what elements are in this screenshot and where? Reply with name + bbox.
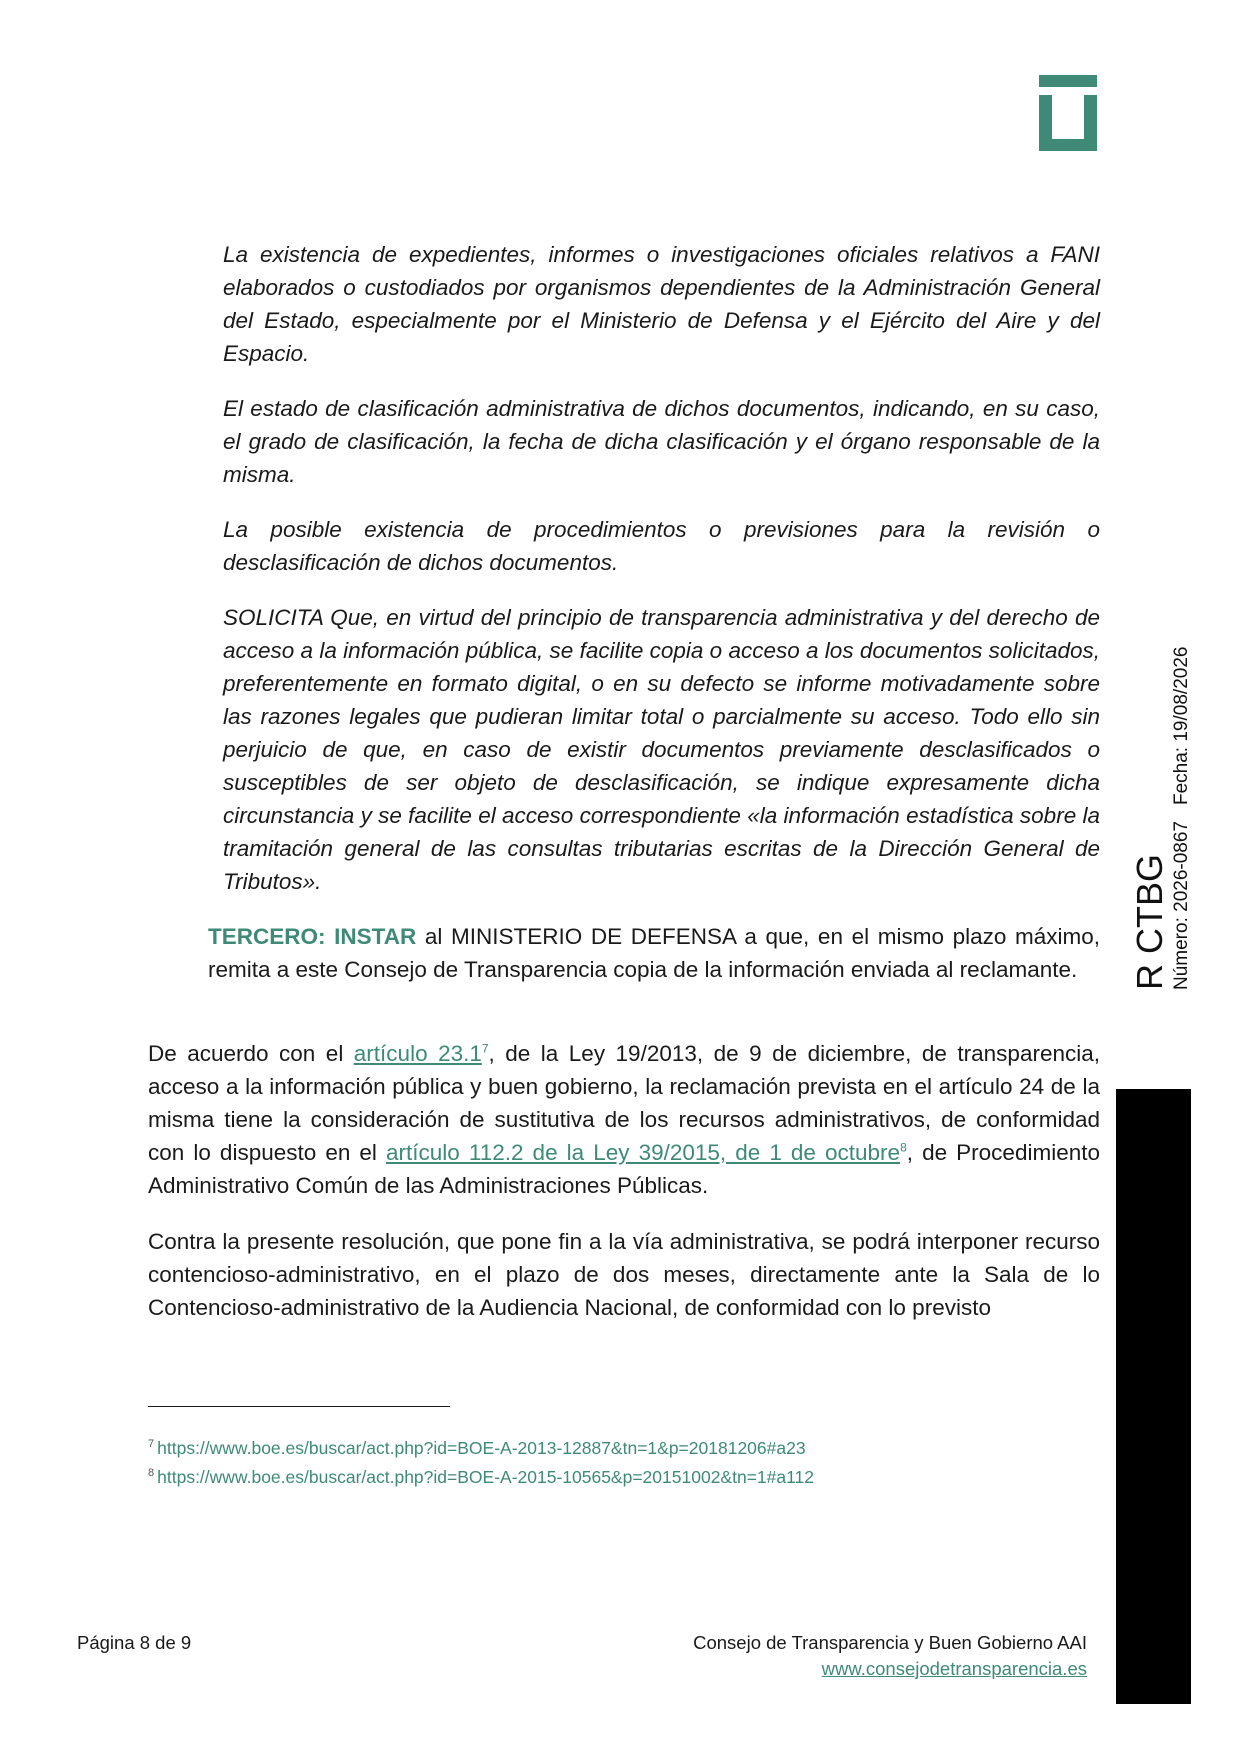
stamp-title: R CTBG xyxy=(1129,853,1170,990)
quote-paragraph-solicita: SOLICITA Que, en virtud del principio de transparencia administrativa y del derecho de acceso a la información pública, se facilite copia o acceso a los documentos solicitados, preferentemente en formato digital, o en su defecto se informe motivadamente sobre las razones legales que pudieran limitar total o parcialmente su acceso. Todo ello sin perjuicio de que, en caso de existir documentos previamente desclasificados o susceptibles de ser objeto de desclasificación, se indique expresamente dicha circunstancia y se facilite el acceso correspondiente «la información estadística sobre la tramitación general de las consultas tributarias escritas de la Dirección General de Tributos». xyxy=(223,605,1100,894)
footer-org-block xyxy=(600,1630,1087,1682)
footer-website-link[interactable]: www.consejodetransparencia.es xyxy=(821,1658,1087,1679)
quote-paragraph-clasificacion: El estado de clasificación administrativa de dichos documentos, indicando, en su caso, el grado de clasificación, la fecha de dicha clasificación y el órgano responsable de la misma. xyxy=(223,396,1100,487)
registry-stamp xyxy=(1129,646,1192,990)
footnote-url[interactable]: https://www.boe.es/buscar/act.php?id=BOE-A-2013-12887&tn=1&p=20181206#a23 xyxy=(157,1437,806,1458)
footnote-ref-8[interactable]: 8 xyxy=(900,1140,907,1155)
tercero-label: TERCERO xyxy=(208,924,319,949)
tercero-text: al MINISTERIO DE DEFENSA a que, en el mismo plazo máximo, remita a este Consejo de Transparencia copia de la información enviada al reclamante. xyxy=(208,924,1100,982)
stamp-meta xyxy=(1171,647,1193,990)
stamp-fecha: Fecha: 19/08/2026 xyxy=(1171,646,1192,805)
footnote-8 xyxy=(148,1461,814,1489)
footnote-number: 7 xyxy=(148,1438,155,1450)
articulo-112-2-link[interactable]: artículo 112.2 de la Ley 39/2015, de 1 de octubre xyxy=(386,1140,901,1165)
page-number: Página 8 de 9 xyxy=(77,1632,192,1653)
articulo-23-1-link[interactable]: artículo 23.1 xyxy=(353,1041,482,1066)
tercero-paragraph xyxy=(208,920,1100,986)
acuerdo-text-pre: De acuerdo con el xyxy=(148,1041,354,1066)
quote-paragraph-desclasificacion: La posible existencia de procedimientos o previsiones para la revisión o desclasificación de dichos documentos. xyxy=(223,517,1100,575)
ctbg-logo-icon xyxy=(1039,75,1097,151)
acuerdo-text-mid: , de la Ley 19/2013, de 9 de diciembre, de transparencia, acceso a la información pública y buen gobierno, la reclamación prevista en el artículo 24 de la misma tiene la consideración de sustitutiva de los recursos administrativos, de conformidad con lo dispuesto en el xyxy=(148,1041,1100,1165)
acuerdo-paragraph xyxy=(148,1037,1100,1202)
footnote-number: 8 xyxy=(148,1467,155,1479)
acuerdo-text-post: , de Procedimiento Administrativo Común de las Administraciones Públicas. xyxy=(148,1140,1100,1198)
footnote-divider xyxy=(148,1406,450,1407)
footnote-url[interactable]: https://www.boe.es/buscar/act.php?id=BOE-A-2015-10565&p=20151002&tn=1#a112 xyxy=(157,1466,815,1487)
stamp-numero: Número: 2026-0867 xyxy=(1171,821,1192,990)
quote-paragraph-fani: La existencia de expedientes, informes o investigaciones oficiales relativos a FANI elaborados o custodiados por organismos dependientes de la Administración General del Estado, especialmente por el Ministerio de Defensa y el Ejército del Aire y del Espacio. xyxy=(223,242,1100,366)
footnote-7 xyxy=(148,1432,806,1460)
redaction-bar xyxy=(1116,1089,1191,1704)
contra-paragraph: Contra la presente resolución, que pone fin a la vía administrativa, se podrá interponer recurso contencioso-administrativo, en el plazo de dos meses, directamente ante la Sala de lo Contencioso-administrativo de la Audiencia Nacional, de conformidad con lo previsto xyxy=(148,1229,1100,1320)
footnote-ref-7[interactable]: 7 xyxy=(481,1041,489,1056)
tercero-verb: INSTAR xyxy=(334,924,417,949)
footer-org-name: Consejo de Transparencia y Buen Gobierno AAI xyxy=(693,1632,1087,1653)
tercero-separator: : xyxy=(318,924,335,949)
